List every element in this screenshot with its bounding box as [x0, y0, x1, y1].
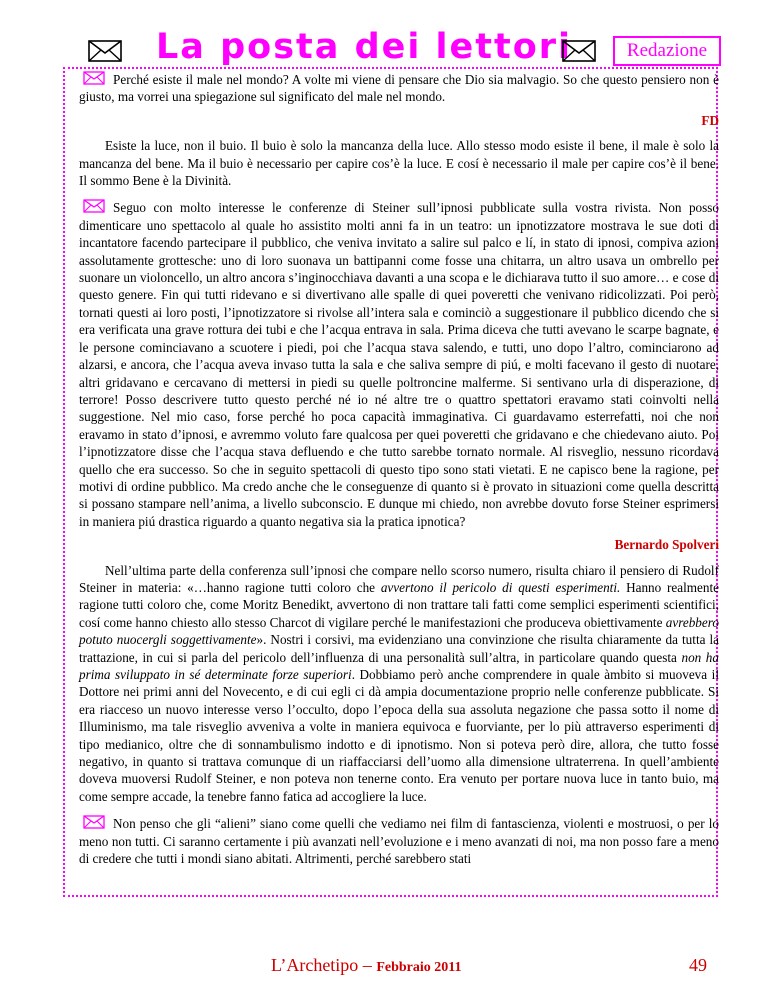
- envelope-icon: [83, 199, 105, 213]
- envelope-icon: [562, 40, 596, 62]
- page-title: La posta dei lettori: [156, 27, 573, 67]
- letter-signature: FD: [701, 112, 719, 128]
- issue-date: Febbraio 2011: [376, 960, 462, 975]
- section-label-redazione: Redazione: [613, 36, 721, 66]
- page-header: [0, 28, 768, 72]
- letter-answer: Esiste la luce, non il buio. Il buio è solo la mancanza della luce. Allo stesso modo esiste il bene, il male è solo la mancanza del bene. Ma il buio è necessario per capire cos’è la luce. E cosí è necessario il male per capire cos’è il bene. Il sommo Bene è la Divinità.: [79, 138, 719, 189]
- letter-answer: Nell’ultima parte della conferenza sull’ipnosi che compare nello scorso numero, risulta chiaro il pensiero di Rudolf Steiner in materia: «…hanno ragione tutti coloro che avvertono il pericolo di questi esperimenti. Hanno realmente ragione tutti coloro che, come Moritz Benedikt, avvertono di non trattare tali fatti come semplici esperimenti scientifici, cosí come hanno chiesto allo stesso Charcot di vigilare perché le manifestazioni che produceva obiettivamente avrebbero potuto nuocergli soggettivamente». Nostri i corsivi, ma evidenziano una convinzione che risulta chiaramente da tutta la trattazione, in cui si parla del pericolo dell’influenza di una personalità sull’altra, in particolare quando questa non ha prima sviluppato in sé determinate forze superiori. Dobbiamo però anche comprendere in quale àmbito si muoveva il Dottore nei primi anni del Novecento, e di cui egli ci dà ampia documentazione proprio nelle conferenze pubblicate. Si era riacceso un nuovo interesse verso l’occulto, dopo l’epoca della sua assoluta negazione che passa sotto il nome di Illuminismo, ma tale risveglio avveniva a volte in maniera equivoca e fuorviante, per lo più attraverso esperimenti di tipo medianico, oltre che di sonnambulismo indotto e di ipnotismo. Non si poteva però dire, allora, che tutto fosse negativo, in quanto si trattava comunque di un riaffacciarsi dell’uomo alla dimensione ultraterrena. In quell’ambiente doveva muoversi Rudolf Steiner, e non poteva non tenerne conto. Era venuto per portare nuova luce in tanto buio, ma come sempre accade, la tenebre fanno fatica ad accogliere la luce.: [79, 562, 720, 804]
- letter-question: Non penso che gli “alieni” siano come quelli che vediamo nei film di fantascienza, violenti e mostruosi, o per lo meno non tutti. Ci saranno certamente i più avanzati nell’evoluzione e i meno avanzati di noi, ma non posso fare a meno di credere che tutti i mondi siano abitati. Altrimenti, perché sarebbero stati: [79, 816, 719, 867]
- letters-column: [79, 71, 719, 873]
- page-footer: [0, 955, 768, 985]
- letter-question: Seguo con molto interesse le conferenze di Steiner sull’ipnosi pubblicate sulla vostra rivista. Non posso dimenticare uno spettacolo al quale ho assistito molti anni fa in un teatro: un ipnotizzatore mostrava le sue doti di incantatore facendo partecipare il pubblico, che veniva invitato a salire sul palco e lí, in stato di ipnosi, compiva azioni assolutamente grottesche: uno di loro suonava un battipanni come fosse una chitarra, un altro usava un ombrello per suonare un violoncello, un altro ancora s’inginocchiava davanti a una scopa e le dichiarava tutto il suo amore… e cose di questo genere. Fin qui tutti ridevano e si divertivano alle spalle di quei poveretti che venivano ridicolizzati. Poi però, tornati questi ai loro posti, l’ipnotizzatore si rivolse all’intera sala e cominciò a suggestionare il pubblico dicendo che si era verificata una grave rottura dei tubi e che l’acqua entrava in sala. Prima diceva che tutti avevano le scarpe bagnate, e le persone cominciavano a scuotere i piedi, poi che l’acqua stava salendo, e tutti, uno dopo l’altro, cominciarono ad alzarsi, e ancora, che l’acqua aveva invaso tutta la sala e che saliva sempre di piú, e molti facevano il gesto di nuotare, altri gridavano e cercavano di mettersi in piedi su quelle poltroncine malferme. Si sentivano urla di disperazione, di terrore! Posso descrivere tutto questo perché né io né altre tre o quattro spettatori eravamo stati coinvolti nella suggestione. Nel mio caso, forse perché ho poca capacità immaginativa. Ci guardavamo esterrefatti, noi che non eravamo in stato d’ipnosi, e avremmo voluto fare qualcosa per quei poveretti che gridavano e che chiedevano aiuto. Poi l’ipnotizzatore disse che l’acqua stava defluendo e che tutto sarebbe tornato normale. Al risveglio, nessuno ricordava quello che era successo. So che in seguito spettacoli di questo tipo sono stati vietati. E ne capisco bene la ragione, per motivi di ordine pubblico. Ma credo anche che le conseguenze di quanto si è provato in situazioni come quella descritta si possano stampare nell’anima, a livello subconscio. E dunque mi chiedo, non avrebbe dovuto forse Steiner esprimersi in maniera piú drastica riguardo a quanto negativa sia la pratica ipnotica?: [79, 200, 719, 529]
- letter-question: Perché esiste il male nel mondo? A volte mi viene di pensare che Dio sia malvagio. So che questo pensiero non è giusto, ma vorrei una spiegazione sul significato del male nel mondo.: [79, 72, 719, 105]
- envelope-icon: [88, 40, 122, 62]
- envelope-icon: [83, 815, 105, 829]
- envelope-icon: [83, 71, 105, 85]
- journal-name: L’Archetipo – Febbraio 2011: [271, 955, 462, 975]
- letter-signature: Bernardo Spolveri: [614, 537, 719, 553]
- page-number: 49: [689, 955, 707, 975]
